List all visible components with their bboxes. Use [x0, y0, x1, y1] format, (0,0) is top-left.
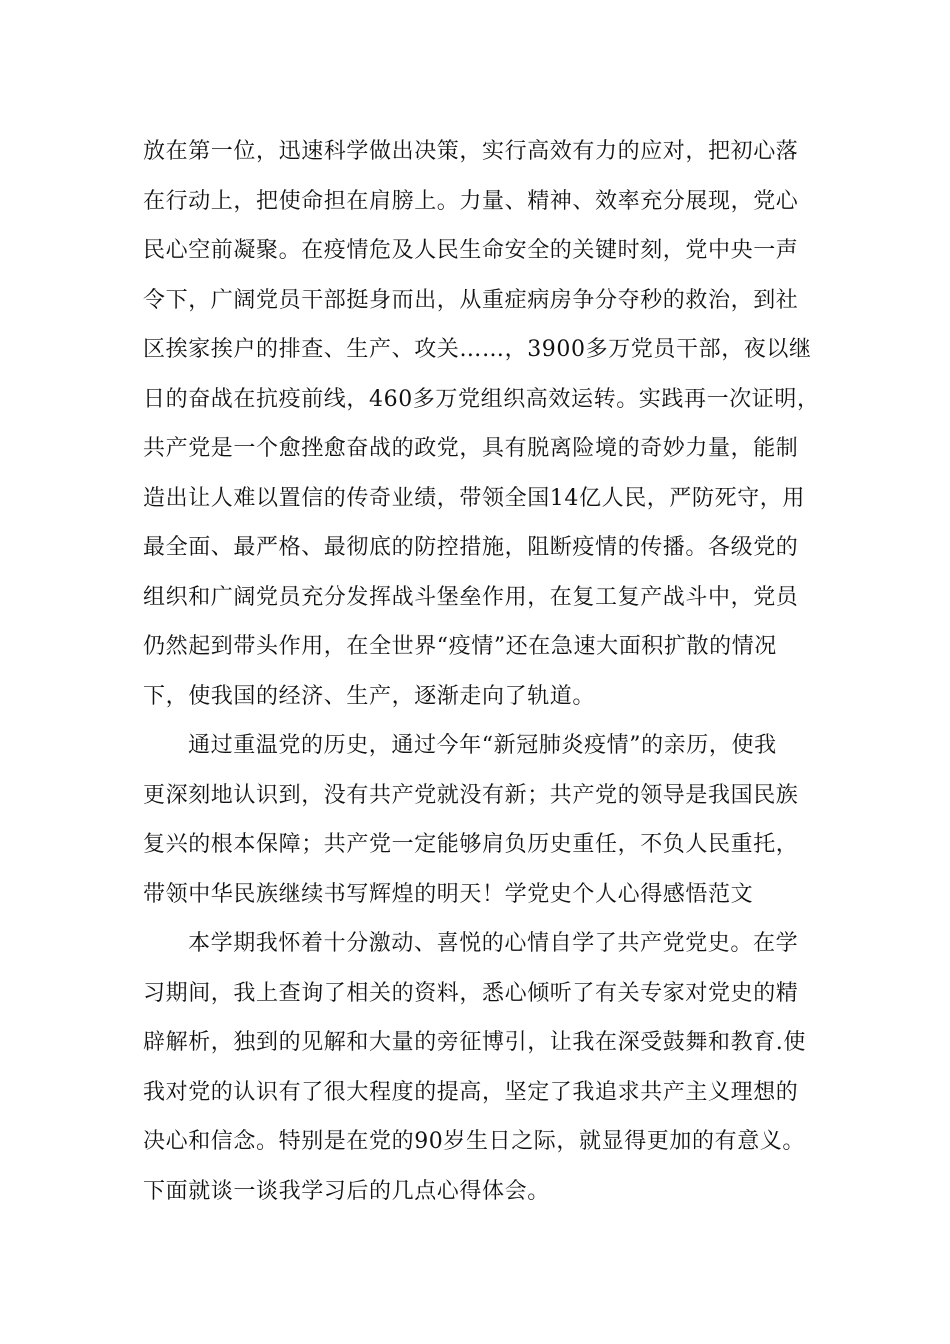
text-line: 我对党的认识有了很大程度的提高，坚定了我追求共产主义理想的 — [143, 1080, 799, 1105]
text-line: 习期间，我上查询了相关的资料，悉心倾听了有关专家对党史的精 — [143, 981, 799, 1006]
text-line: 下，使我国的经济、生产，逐渐走向了轨道。 — [143, 684, 596, 709]
text-line: 令下，广阔党员干部挺身而出，从重症病房争分夺秒的救治，到社 — [143, 288, 799, 313]
text-line: 决心和信念。特别是在党的90岁生日之际，就显得更加的有意义。 — [143, 1129, 805, 1154]
text-line: 日的奋战在抗疫前线，460多万党组织高效运转。实践再一次证明， — [143, 387, 820, 412]
text-line: 复兴的根本保障；共产党一定能够肩负历史重任，不负人民重托， — [143, 832, 799, 857]
text-line: 辟解析，独到的见解和大量的旁征博引，让我在深受鼓舞和教育.使 — [143, 1030, 806, 1055]
text-line: 在行动上，把使命担在肩膀上。力量、精神、效率充分展现，党心 — [143, 189, 799, 214]
text-line: 仍然起到带头作用，在全世界“疫情”还在急速大面积扩散的情况 — [143, 634, 777, 659]
text-line: 造出让人难以置信的传奇业绩，带领全国14亿人民，严防死守，用 — [143, 486, 805, 511]
text-line: 下面就谈一谈我学习后的几点心得体会。 — [143, 1179, 550, 1204]
text-line: 带领中华民族继续书写辉煌的明天！学党史个人心得感悟范文 — [143, 882, 754, 907]
paragraph-first-line: 通过重温党的历史，通过今年“新冠肺炎疫情”的亲历，使我 — [188, 733, 777, 758]
text-line: 更深刻地认识到，没有共产党就没有新；共产党的领导是我国民族 — [143, 783, 799, 808]
text-line: 区挨家挨户的排查、生产、攻关……，3900多万党员干部，夜以继 — [143, 337, 812, 362]
text-line: 放在第一位，迅速科学做出决策，实行高效有力的应对，把初心落 — [143, 139, 799, 164]
paragraph-first-line: 本学期我怀着十分激动、喜悦的心情自学了共产党党史。在学 — [188, 931, 799, 956]
text-line: 共产党是一个愈挫愈奋战的政党，具有脱离险境的奇妙力量，能制 — [143, 436, 799, 461]
text-line: 民心空前凝聚。在疫情危及人民生命安全的关键时刻，党中央一声 — [143, 238, 799, 263]
text-line: 组织和广阔党员充分发挥战斗堡垒作用，在复工复产战斗中，党员 — [143, 585, 799, 610]
text-line: 最全面、最严格、最彻底的防控措施，阻断疫情的传播。各级党的 — [143, 535, 799, 560]
